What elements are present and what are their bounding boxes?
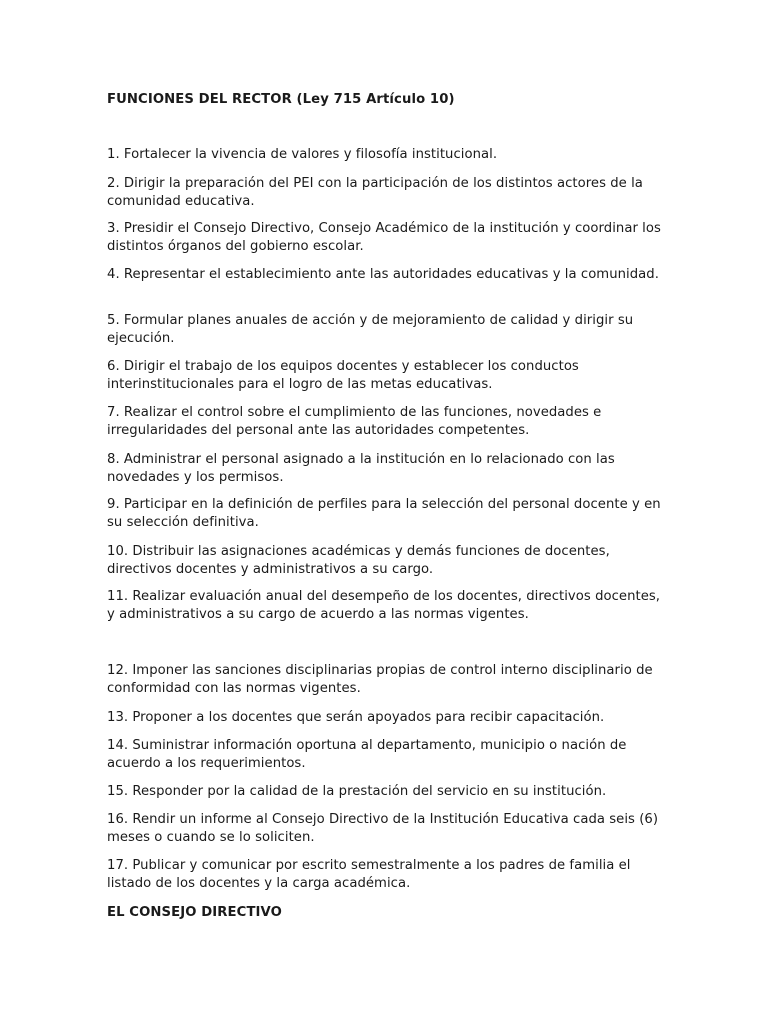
list-item-13: 13. Proponer a los docentes que serán apoyados para recibir capacitación. xyxy=(107,710,605,725)
list-item-4: 4. Representar el establecimiento ante las autoridades educativas y la comunidad. xyxy=(107,267,659,282)
list-item-9: 9. Participar en la definición de perfiles para la selección del personal docente y en su selección definitiva. xyxy=(107,497,661,530)
list-item-6: 6. Dirigir el trabajo de los equipos docentes y establecer los conductos interinstitucionales para el logro de las metas educativas. xyxy=(107,359,579,392)
list-item-17: 17. Publicar y comunicar por escrito semestralmente a los padres de familia el listado de los docentes y la carga académica. xyxy=(107,858,631,891)
list-item-12: 12. Imponer las sanciones disciplinarias propias de control interno disciplinario de conformidad con las normas vigentes. xyxy=(107,663,653,696)
section-heading: EL CONSEJO DIRECTIVO xyxy=(107,905,282,920)
list-item-3: 3. Presidir el Consejo Directivo, Consejo Académico de la institución y coordinar los distintos órganos del gobierno escolar. xyxy=(107,221,661,254)
list-item-11: 11. Realizar evaluación anual del desempeño de los docentes, directivos docentes, y administrativos a su cargo de acuerdo a las normas vigentes. xyxy=(107,589,661,622)
document-title: FUNCIONES DEL RECTOR (Ley 715 Artículo 10) xyxy=(107,92,455,107)
list-item-7: 7. Realizar el control sobre el cumplimiento de las funciones, novedades e irregularidades del personal ante las autoridades competentes. xyxy=(107,405,602,438)
list-item-1: 1. Fortalecer la vivencia de valores y filosofía institucional. xyxy=(107,147,498,162)
list-item-5: 5. Formular planes anuales de acción y de mejoramiento de calidad y dirigir su ejecución. xyxy=(107,313,634,346)
list-item-14: 14. Suministrar información oportuna al departamento, municipio o nación de acuerdo a los requerimientos. xyxy=(107,738,627,771)
list-item-16: 16. Rendir un informe al Consejo Directivo de la Institución Educativa cada seis (6) meses o cuando se lo soliciten. xyxy=(107,812,659,845)
list-item-10: 10. Distribuir las asignaciones académicas y demás funciones de docentes, directivos docentes y administrativos a su cargo. xyxy=(107,544,610,577)
list-item-8: 8. Administrar el personal asignado a la institución en lo relacionado con las novedades y los permisos. xyxy=(107,452,615,485)
list-item-15: 15. Responder por la calidad de la prestación del servicio en su institución. xyxy=(107,784,607,799)
list-item-2: 2. Dirigir la preparación del PEI con la participación de los distintos actores de la comunidad educativa. xyxy=(107,176,643,209)
